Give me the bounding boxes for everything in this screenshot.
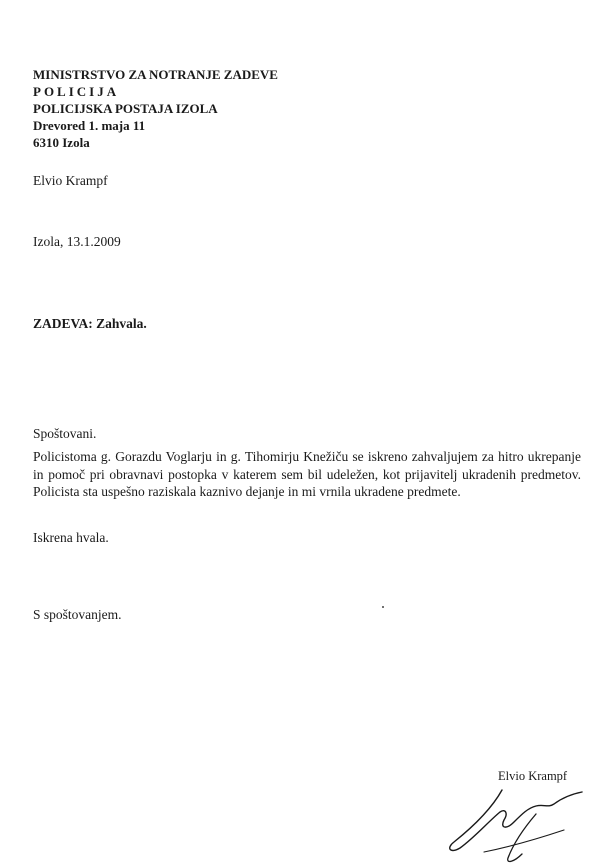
letterhead-station: POLICIJSKA POSTAJA IZOLA xyxy=(33,101,218,116)
letterhead-ministry: MINISTRSTVO ZA NOTRANJE ZADEVE xyxy=(33,67,278,82)
subject-line xyxy=(33,316,147,332)
letterhead xyxy=(33,66,278,151)
signature-name: Elvio Krampf xyxy=(498,769,568,783)
place-date: Izola, 13.1.2009 xyxy=(33,234,121,249)
closing-line: S spoštovanjem. xyxy=(33,607,122,622)
letterhead-street: Drevored 1. maja 11 xyxy=(33,118,146,133)
letter-body: Policistoma g. Gorazdu Voglarju in g. Tihomirju Knežiču se iskreno zahvaljujem za hitro ukrepanje in pomoč pri obravnavi postopka v katerem sem bil udeležen, kot prijavitelj ukradenih predmetov. Policista sta uspešno raziskala kaznivo dejanje in mi vrnila ukradene predmete. xyxy=(33,449,581,499)
thanks-line: Iskrena hvala. xyxy=(33,530,109,545)
letterhead-city: 6310 Izola xyxy=(33,135,90,150)
handwritten-signature xyxy=(444,778,594,866)
scan-speck xyxy=(382,606,384,608)
greeting: Spoštovani. xyxy=(33,426,97,441)
subject-label: ZADEVA: xyxy=(33,316,93,331)
letterhead-police: POLICIJA xyxy=(33,84,120,99)
subject-text: Zahvala. xyxy=(96,316,147,331)
sender-name: Elvio Krampf xyxy=(33,173,108,188)
